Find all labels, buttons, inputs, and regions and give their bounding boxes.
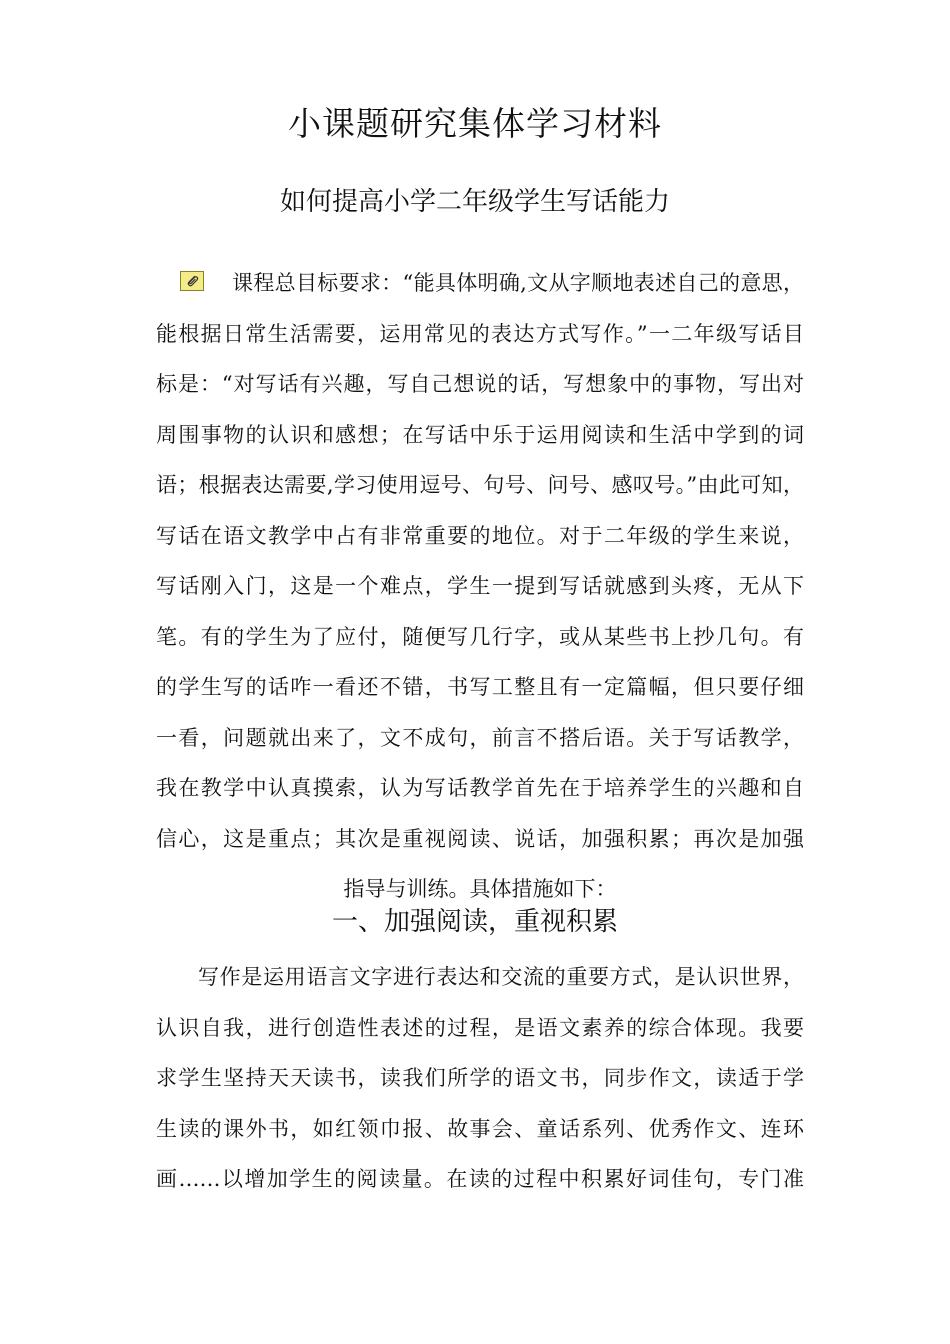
paragraph-line: 写作是运用语言文字进行表达和交流的重要方式，是认识世界， [198, 965, 804, 989]
section1-paragraph [156, 952, 804, 1205]
paragraph-line: 我在教学中认真摸索，认为写话教学首先在于培养学生的兴趣和自 [156, 776, 804, 800]
document-title: 小课题研究集体学习材料 [288, 104, 662, 143]
paragraph-line: 求学生坚持天天读书，读我们所学的语文书，同步作文，读适于学 [156, 1066, 804, 1090]
intro-paragraph [156, 258, 804, 915]
paragraph-line: 笔。有的学生为了应付，随便写几行字，或从某些书上抄几句。有 [156, 624, 804, 649]
section-heading: 一、加强阅读，重视积累 [331, 907, 618, 937]
paragraph-line: 课程总目标要求：“能具体明确,文从字顺地表述自己的意思， [232, 271, 804, 295]
paragraph-line: 指导与训练。具体措施如下： [343, 877, 617, 901]
paragraph-line: 能根据日常生活需要，运用常见的表达方式写作。”一二年级写话目 [156, 321, 804, 346]
document-subtitle: 如何提高小学二年级学生写话能力 [279, 187, 670, 217]
paragraph-line: 信心，这是重点；其次是重视阅读、说话，加强积累；再次是加强 [156, 826, 804, 851]
paragraph-line: 标是：“对写话有兴趣，写自己想说的话，写想象中的事物，写出对 [156, 372, 804, 396]
paragraph-line: 写话在语文教学中占有非常重要的地位。对于二年级的学生来说， [156, 523, 804, 548]
paragraph-line: 生读的课外书，如红领巾报、故事会、童话系列、优秀作文、连环 [156, 1116, 804, 1141]
paragraph-line: 周围事物的认识和感想；在写话中乐于运用阅读和生活中学到的词 [156, 422, 804, 447]
paragraph-line: 语；根据表达需要,学习使用逗号、句号、问号、感叹号。”由此可知， [156, 473, 804, 497]
paragraph-line: 认识自我，进行创造性表述的过程，是语文素养的综合体现。我要 [156, 1015, 804, 1040]
paragraph-line: 的学生写的话咋一看还不错，书写工整且有一定篇幅，但只要仔细 [156, 675, 804, 699]
paragraph-line: 一看，问题就出来了，文不成句，前言不搭后语。关于写话教学， [156, 725, 804, 750]
paragraph-line: 写话刚入门，这是一个难点，学生一提到写话就感到头疼，无从下 [156, 574, 804, 598]
paragraph-line: 画……以增加学生的阅读量。在读的过程中积累好词佳句，专门准 [156, 1167, 804, 1191]
